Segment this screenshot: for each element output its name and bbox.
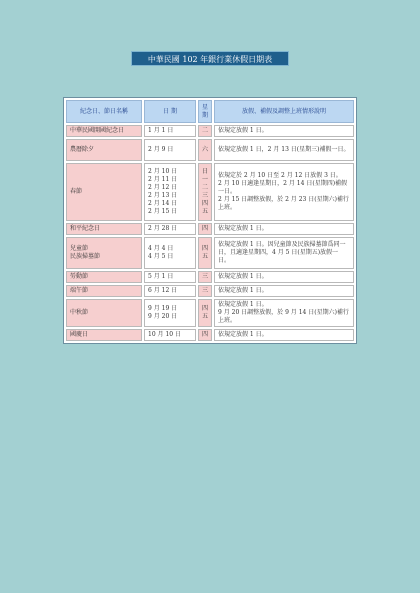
holiday-name-line: 兒童節: [70, 245, 89, 252]
weekday-cell: [198, 223, 212, 235]
weekday-cell: [198, 285, 212, 297]
weekday-line: 三: [201, 192, 208, 199]
date-cell: [144, 163, 196, 221]
header-name: 紀念日、節日名稱: [66, 100, 142, 123]
holiday-name-cell: [66, 223, 142, 235]
date-cell: [144, 271, 196, 283]
weekday-cell: [198, 163, 212, 221]
note-cell: [214, 285, 354, 297]
date-line: 6 月 12 日: [148, 287, 178, 294]
table-row: [66, 237, 354, 269]
header-date: 日 期: [144, 100, 196, 123]
weekday-line: 四: [201, 200, 208, 207]
date-line: 2 月 14 日: [148, 200, 178, 207]
header-note: 放假、補假及調整上班情形說明: [214, 100, 354, 123]
table-row: [66, 139, 354, 161]
note-line: 依規定於 2 月 10 日至 2 月 12 日放假 3 日。: [218, 172, 342, 179]
holiday-name-line: 中秋節: [70, 309, 89, 316]
weekday-cell: [198, 271, 212, 283]
table-row: [66, 125, 354, 137]
note-line: 依規定放假 1 日。: [218, 301, 268, 308]
weekday-line: 五: [201, 253, 208, 260]
date-line: 2 月 28 日: [148, 225, 178, 232]
weekday-line: 五: [201, 313, 208, 320]
weekday-line: 四: [201, 331, 208, 338]
date-cell: [144, 139, 196, 161]
note-line: 依規定放假 1 日。: [218, 127, 268, 134]
note-cell: [214, 329, 354, 341]
holiday-name-cell: [66, 329, 142, 341]
weekday-line: 五: [201, 208, 208, 215]
holiday-name-cell: [66, 299, 142, 327]
weekday-line: 一: [201, 176, 208, 183]
weekday-cell: [198, 125, 212, 137]
note-line: 依規定放假 1 日。: [218, 287, 268, 294]
holiday-name-cell: [66, 139, 142, 161]
note-line: 2 月 15 日調整放假，於 2 月 23 日(星期六)補行上班。: [218, 196, 349, 211]
holiday-name-cell: [66, 237, 142, 269]
date-cell: [144, 329, 196, 341]
document-title: 中華民國 102 年銀行業休假日期表: [131, 51, 289, 66]
weekday-line: 三: [201, 273, 208, 280]
weekday-line: 六: [201, 146, 208, 153]
weekday-cell: [198, 299, 212, 327]
note-line: 依規定放假 1 日。因兒童節及民族掃墓節爲同一日，且適逢星期四，4 月 5 日(星期五)放假一日。: [218, 241, 346, 264]
date-line: 2 月 10 日: [148, 168, 178, 175]
note-line: 2 月 10 日適逢星期日，2 月 14 日(星期四)補假一日。: [218, 180, 348, 195]
note-cell: [214, 163, 354, 221]
date-line: 4 月 5 日: [148, 253, 174, 260]
weekday-line: 四: [201, 305, 208, 312]
note-line: 依規定放假 1 日。: [218, 331, 268, 338]
header-row: [66, 100, 354, 123]
date-line: 9 月 20 日: [148, 313, 178, 320]
date-cell: [144, 299, 196, 327]
note-cell: [214, 223, 354, 235]
holiday-name-line: 端午節: [70, 287, 89, 294]
weekday-cell: [198, 329, 212, 341]
weekday-cell: [198, 139, 212, 161]
weekday-cell: [198, 237, 212, 269]
note-cell: [214, 139, 354, 161]
date-line: 2 月 13 日: [148, 192, 178, 199]
date-line: 2 月 9 日: [148, 146, 174, 153]
holiday-name-cell: [66, 163, 142, 221]
header-day: 星期: [198, 100, 212, 123]
note-line: 9 月 20 日調整放假，於 9 月 14 日(星期六)補行上班。: [218, 309, 349, 324]
note-cell: [214, 299, 354, 327]
holiday-name-line: 國慶日: [70, 331, 89, 338]
date-line: 10 月 10 日: [148, 331, 181, 338]
note-cell: [214, 125, 354, 137]
table-row: [66, 271, 354, 283]
note-cell: [214, 237, 354, 269]
date-line: 1 月 1 日: [148, 127, 174, 134]
holiday-name-cell: [66, 285, 142, 297]
holiday-name-line: 春節: [70, 188, 83, 195]
weekday-line: 日: [201, 168, 208, 175]
holiday-name-line: 民族掃墓節: [70, 253, 101, 260]
date-line: 9 月 19 日: [148, 305, 178, 312]
note-line: 依規定放假 1 日，2 月 13 日(星期三)補假一日。: [218, 146, 350, 153]
weekday-line: 三: [201, 287, 208, 294]
weekday-line: 二: [201, 127, 208, 134]
holiday-name-cell: [66, 271, 142, 283]
date-cell: [144, 125, 196, 137]
date-line: 2 月 12 日: [148, 184, 178, 191]
table-row: [66, 163, 354, 221]
table-row: [66, 299, 354, 327]
table-body: [66, 125, 354, 341]
date-cell: [144, 237, 196, 269]
note-line: 依規定放假 1 日。: [218, 273, 268, 280]
date-cell: [144, 223, 196, 235]
weekday-line: 四: [201, 245, 208, 252]
holiday-name-line: 中華民國開國紀念日: [70, 127, 125, 134]
weekday-line: 二: [201, 184, 208, 191]
note-cell: [214, 271, 354, 283]
date-line: 2 月 15 日: [148, 208, 178, 215]
date-line: 5 月 1 日: [148, 273, 174, 280]
note-line: 依規定放假 1 日。: [218, 225, 268, 232]
holiday-name-line: 農曆除夕: [70, 146, 95, 153]
date-line: 2 月 11 日: [148, 176, 178, 183]
weekday-line: 四: [201, 225, 208, 232]
date-line: 4 月 4 日: [148, 245, 174, 252]
holiday-name-line: 勞動節: [70, 273, 89, 280]
date-cell: [144, 285, 196, 297]
holiday-table: [63, 97, 357, 344]
table-row: [66, 329, 354, 341]
holiday-name-cell: [66, 125, 142, 137]
table-row: [66, 223, 354, 235]
table-row: [66, 285, 354, 297]
holiday-name-line: 和平紀念日: [70, 225, 101, 232]
